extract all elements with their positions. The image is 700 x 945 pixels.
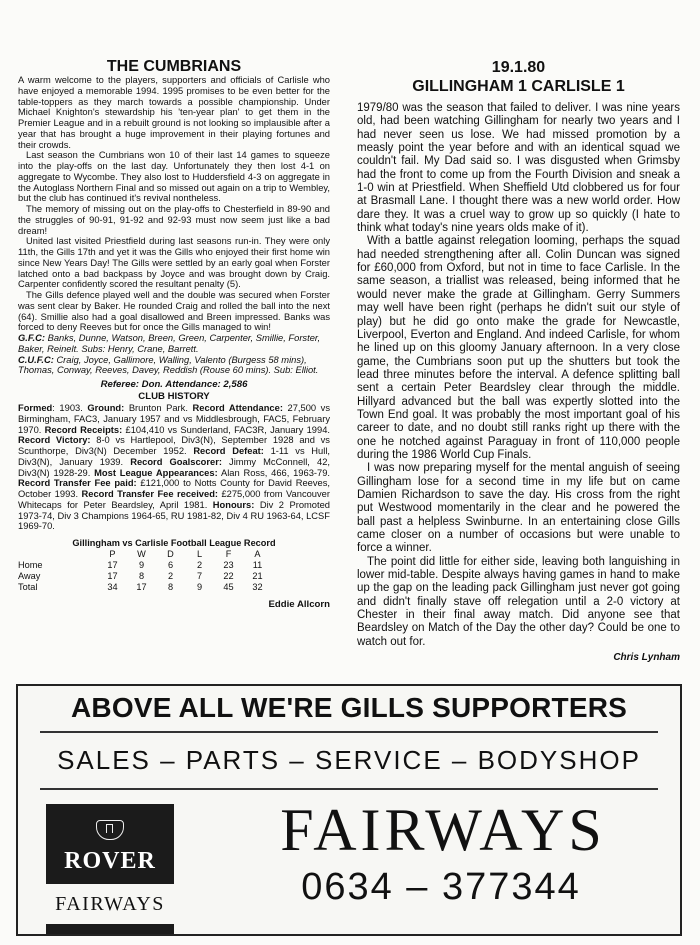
left-paragraph: The Gills defence played well and the double was secured when Forster was sent clear by Baker. He rounded Craig and rolled the ball into the next (64). Smillie also had a goal disallowed and Breen impressed. Banks was forced to deny Reeves but for once the Gills managed to win! [18,290,330,333]
history-field-value: £104,410 vs Sunderland, FAC3R, January 1994. [122,424,330,435]
history-field-value: Brunton Park. [124,403,193,413]
attendance-label: Attendance: [165,379,221,390]
record-cell: 21 [252,571,263,581]
cufc-label: C.U.F.C: [18,354,54,365]
record-cell: 23 [223,560,234,570]
record-cell: 22 [223,571,234,581]
record-cell: 2 [167,571,174,581]
cufc-lineup [18,355,330,377]
history-field-label: Record Defeat: [193,446,264,456]
right-paragraph: 1979/80 was the season that failed to deliver. I was nine years old, had been watching Gillingham for nearly two years and I had never seen us lose. We had missed promotion by a measly point the year before and with an identical squad we couldn't fail. My Dad said so. I was disgusted when Grimsby had the front to come up from the Fourth Division and sneak a 1-0 win at Priestfield. When Sheffield Utd clobbered us for four at Brasmall Lane. I thought there was a new world order. How dare they. It was a cruel way to grow up so quickly (I hate to think what today's nine years olds make of it). [357,102,680,235]
left-heading: THE CUMBRIANS [106,58,242,75]
left-author: Eddie Allcorn [268,599,330,610]
history-field-label: Most League Appearances: [94,467,218,478]
history-field-value: 8-0 vs Hartlepool, Div3(N), September 1928 and vs Scunthorpe, Div3(N) December 1952. [18,435,330,456]
club-history-heading: CLUB HISTORY [138,391,210,402]
record-cell: 8 [138,571,145,581]
record-row [18,560,272,571]
record-header-cell: F [225,549,232,559]
record-table [18,549,272,593]
record-header-row [18,549,272,560]
record-cell: Home [18,560,43,570]
history-field-value: Div 2 Promoted 1973-74, Div 3 Champions 1964-65, RU 1981-82, Div 4 RU 1963-64, LCSF 1969-70. [18,499,330,532]
cufc-players: Craig, Joyce, Gallimore, Walling, Valento (Burgess 58 mins), Thomas, Conway, Reeves, Davey, Reddish (Rouse 60 mins). Sub: Elliot. [18,354,319,376]
gfc-label: G.F.C: [18,333,45,343]
rover-fairways-logo [46,804,174,934]
right-paragraph: With a battle against relegation looming, perhaps the squad had needed strengthening after all. Colin Duncan was signed for £60,000 from Oxford, but not in time to face Carlisle. In the same season, a triallist was released, being informed that he would never make the grade at Gillingham. Gerry Summers may well have been right (perhaps he didn't suit our style of play) but he did go onto make the grade for Newcastle, Liverpool, Everton and England. And indeed Carlisle, for whom he lined up on this gloomy January afternoon. In a very close game, the Cumbrians soon put up the shutters but took the lead three minutes before the interval. A defence splitting ball sent a certain Peter Beardsley clear through the middle. Hillyard advanced but the ball was expertly slotted into the Town End goal. It was probably the most important goal of his career to date, and no doubt still ranks right up there with the one he notched against Paraguay in front of 110,000 people during the 1986 World Cup Finals. [357,235,680,461]
record-cell: 17 [107,571,118,581]
right-column [357,58,680,663]
record-cell: 6 [167,560,174,570]
record-header-cell [18,549,98,560]
right-paragraph: I was now preparing myself for the mental anguish of seeing Gillingham lose for a second time in my life but on came Damien Richardson to save the day. His cross from the right put Westwood momentarily in the clear and he powered the ball past a helpless Swinburne. In an entertaining close Gills came closer on a number of occasions but were unable to force a winner. [357,462,680,555]
record-cell: 11 [252,560,263,570]
record-row [18,582,272,593]
rover-longship-icon [96,820,124,840]
gfc-lineup [18,333,330,355]
history-field-label: Record Victory: [18,435,91,446]
record-cell: 34 [107,582,118,592]
gfc-players: Banks, Dunne, Watson, Breen, Green, Carpenter, Smillie, Forster, Baker, Reinelt. Subs: Henry, Crane, Barrett. [18,333,321,354]
history-field-value: 27,500 vs Birmingham, FAC3, January 1957 and vs Middlesbrough, FAC5, February 1970. [18,403,331,435]
right-article-body [357,102,680,649]
history-field-label: Record Receipts: [44,424,123,435]
ad-divider-top [40,731,658,733]
history-field-label: Record Transfer Fee paid: [18,478,137,489]
record-cell: 2 [196,560,203,570]
ad-headline: ABOVE ALL WE'RE GILLS SUPPORTERS [71,692,627,723]
record-row [18,571,272,582]
record-header-cell: P [109,549,116,559]
referee-name: Don. [141,379,163,390]
logo-dealer-name: FAIRWAYS [44,884,176,924]
left-article-body [18,75,330,333]
referee-line [18,379,330,390]
history-field-value: Jimmy McConnell, 42, Div3(N) 1928-29. [18,456,330,478]
match-date: 19.1.80 [491,59,546,76]
ad-divider-bottom [40,788,658,790]
history-field-value: 1-11 vs Hull, Div3(N), January 1939. [18,446,330,467]
record-header-cell: W [137,549,146,559]
match-title: GILLINGHAM 1 CARLISLE 1 [412,78,625,95]
record-cell: 17 [107,560,118,570]
record-cell: 45 [223,582,234,592]
record-header-cell: L [196,549,203,559]
record-cell: 9 [138,560,145,570]
record-cell: Total [18,582,38,592]
history-field-label: Ground: [87,403,125,413]
history-field-value: £121,000 to Notts County for David Reeves, October 1993. [18,478,330,499]
attendance-value: 2,586 [223,379,248,390]
record-cell: 8 [167,582,174,592]
left-column [18,58,330,610]
record-header-cell: A [254,549,261,559]
phone-number: 0634 – 377344 [301,866,581,908]
record-cell: 32 [252,582,263,592]
history-field-label: Record Transfer Fee received: [81,489,219,499]
left-paragraph: Last season the Cumbrians won 10 of their last 14 games to squeeze into the play-offs on the last day. Unfortunately they then lost 4-1 on aggregate to Wycombe. They also lost to Huddersfield 4-3 on aggregate in the Autoglass Northern Final and so missed out again on a trip to Wembley, but the club has continued it's revival nontheless. [18,150,330,204]
record-cell: Away [18,571,41,581]
record-table-title: Gillingham vs Carlisle Football League Record [72,538,276,548]
history-field-label: Record Goalscorer: [130,456,222,467]
left-paragraph: A warm welcome to the players, supporters and officials of Carlisle who have enjoyed a memorable 1994. 1995 promises to be even better for the table-toppers as they march towards a possible championship. Under Michael Knighton's stewardship his 'ten-year plan' to get them in the Premier League and in a rebuilt ground is not looking so implausible after a year that has brought a huge improvement in their playing fortunes and their crowds. [18,75,330,150]
ad-services: SALES – PARTS – SERVICE – BODYSHOP [57,745,641,775]
record-cell: 7 [196,571,203,581]
advertisement [16,684,682,936]
record-header-cell: D [167,549,174,559]
referee-label: Referee: [100,379,139,390]
right-author: Chris Lynham [613,652,680,664]
right-paragraph: The point did little for either side, leaving both languishing in lower mid-table. Despite always having games in hand to make up the gap on the leading pack Gillingham just never got going and didn't finally stave off relegation until a 2-0 victory at Chester in their final away match. Did anyone see that Beardsley on Match of the Day the other day? Could be one to watch out for. [357,555,680,648]
history-field-label: Honours: [212,499,255,510]
history-field-value: Alan Ross, 466, 1963-79. [217,467,330,478]
record-cell: 17 [136,582,147,592]
club-history-text [18,403,330,532]
history-field-value: : 1903. [52,403,88,413]
left-paragraph: United last visited Priestfield during last seasons run-in. They were only 11th, the Gills 17th and yet it was the Gills who enjoyed their first home win since New Years Day! The Gills were settled by an early goal when Forster latched onto a bad backpass by Joyce and was brought down by Craig. Carpenter confidently scored the resultant penalty (5). [18,236,330,290]
left-paragraph: The memory of missing out on the play-offs to Chesterfield in 89-90 and the struggles of 90-91, 91-92 and 92-93 must now seem just like a bad dream! [18,204,330,236]
record-cell: 9 [196,582,203,592]
rover-wordmark: ROVER [64,848,156,874]
history-field-label: Record Attendance: [192,403,283,413]
history-field-value: £275,000 from Vancouver Whitecaps for Peter Beardsley, April 1981. [18,489,330,510]
history-field-label: Formed [18,403,53,413]
fairways-brand: FAIRWAYS [280,797,606,863]
